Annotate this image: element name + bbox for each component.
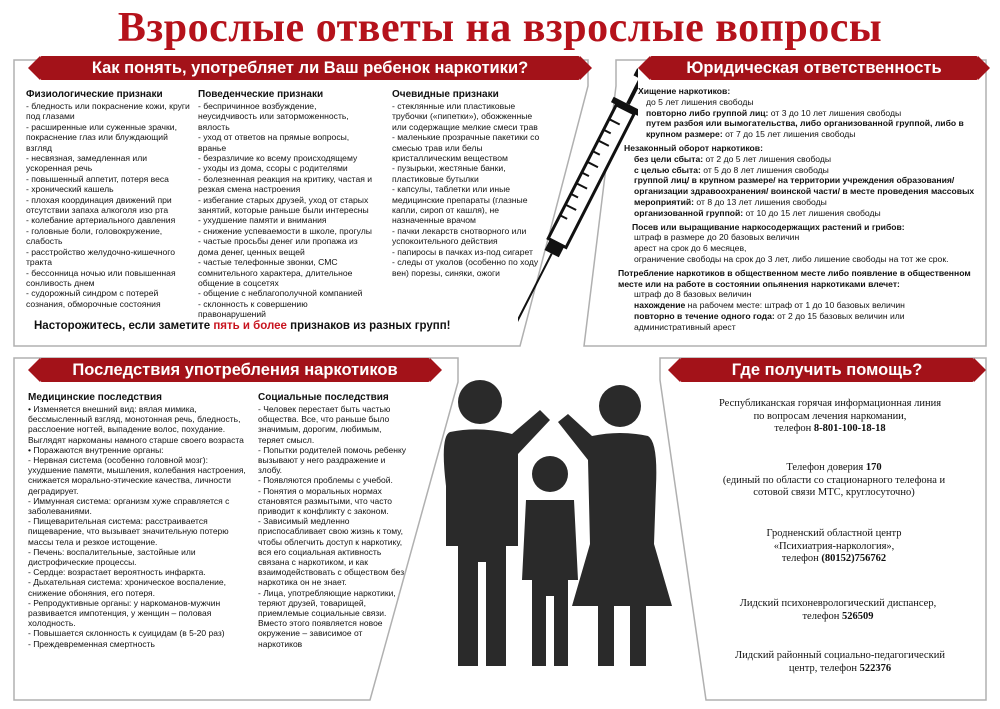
theft-line-bold: повторно либо группой лиц:	[646, 107, 769, 118]
obvious-heading: Очевидные признаки	[392, 89, 499, 100]
help-contact-1	[700, 398, 960, 436]
list-item: - пачки лекарств снотворного или успокоительного действия	[392, 225, 527, 247]
theft-line	[624, 118, 980, 140]
help-text: телефон	[802, 610, 843, 622]
list-item: - частые телефонные звонки, СМС сомнительного характера, длительное общение в соцсетях	[198, 257, 353, 288]
family-icon	[420, 376, 680, 696]
list-item: • Изменяется внешний вид: вялая мимика, бессмысленный взгляд, монотонная речь, бледность, расслоение ногтей, выпадение волос, похудание. Выглядят наркоманы намного старше своего возраста	[28, 404, 244, 445]
soc-heading: Социальные последствия	[258, 392, 389, 403]
list-item: - хронический кашель	[26, 184, 114, 195]
list-item: - снижение успеваемости в школе, прогулы	[198, 225, 372, 236]
traffic-line	[624, 154, 980, 165]
list-item: - частые просьбы денег или пропажа из дома денег, ценных вещей	[198, 236, 358, 257]
physio-list	[26, 101, 192, 309]
traffic-line-text: от 2 до 5 лет лишения свободы	[703, 153, 832, 164]
help-text: Телефон доверия	[786, 462, 866, 473]
help-text: Республиканская горячая информационная линия	[718, 398, 942, 409]
list-item: - стеклянные или пластиковые трубочки («пипетки»), обожженные или содержащие мелкие смеси трав	[392, 101, 538, 132]
traffic-line	[624, 208, 980, 219]
list-item: - повышенный аппетит, потеря веса	[26, 173, 169, 184]
help-text: Гродненский областной центр	[766, 528, 902, 539]
help-text: Лидский психоневрологический диспансер,	[739, 598, 937, 609]
list-item: - Иммунная система: организм хуже справляется с заболеваниями.	[28, 495, 230, 517]
grow-line: ограничение свободы на срок до 3 лет, либо лишение свободы на тот же срок.	[634, 253, 949, 264]
theft-line-text: от 3 до 10 лет лишения свободы	[768, 107, 902, 118]
behav-list	[198, 101, 376, 320]
theft-line-bold: путем разбоя или вымогательства, либо организованной группой, либо в крупном размере:	[646, 118, 964, 140]
help-text: телефон	[774, 423, 814, 434]
list-item: • Поражаются внутренние органы:	[28, 444, 164, 455]
list-item: - Появляются проблемы с учебой.	[258, 475, 393, 486]
help-phone-line	[720, 663, 960, 676]
traffic-line-text: от 10 до 15 лет лишения свободы	[743, 207, 881, 218]
public-line	[624, 300, 980, 311]
list-item: - капсулы, таблетки или иные медицинские препараты (глазные капли, сироп от кашля), не назначенные врачом	[392, 184, 528, 226]
list-item: - Повышается склонность к суицидам (в 5-20 раз)	[28, 628, 225, 639]
help-phone-line	[718, 611, 958, 624]
list-item: - Преждевременная смертность	[28, 638, 155, 649]
traffic-line-text: от 5 до 8 лет лишения свободы	[700, 164, 829, 175]
list-item: - беспричинное возбуждение, неусидчивость или заторможенность, вялость	[198, 101, 349, 132]
legal-banner: Юридическая ответственность	[650, 56, 978, 80]
list-item: - уход от ответов на прямые вопросы, вранье	[198, 132, 350, 153]
theft-heading: Хищение наркотиков:	[638, 86, 731, 96]
list-item: - Печень: воспалительные, застойные или дистрофические процессы.	[28, 546, 196, 568]
traffic-line-bold: организованной группой:	[634, 207, 744, 218]
traffic-line	[624, 165, 980, 176]
public-line-text: от 2 до 15 базовых величин или административный арест	[634, 310, 905, 332]
legal-content	[618, 86, 980, 333]
traffic-heading: Незаконный оборот наркотиков:	[624, 142, 763, 153]
list-item: - Зависимый медленно приспосабливает свою жизнь к тому, чтобы облегчить доступ к наркотику, вся его социальная активность связана с наркотиком, и как взаимодействовать с обществом без наркотика он не знает.	[258, 516, 405, 588]
phone-number: 522376	[859, 662, 892, 674]
list-item: - судорожный синдром с потерей сознания, обморочные состояния	[26, 288, 161, 309]
phone-number: 170	[865, 462, 882, 473]
list-item: - Репродуктивные органы: у наркоманов-мужчин развивается импотенция, у женщин – половая холодность.	[28, 597, 221, 629]
public-line	[624, 311, 980, 333]
list-item: - несвязная, замедленная или ускоренная речь	[26, 153, 148, 174]
list-item: - пузырьки, жестяные банки, пластиковые бутылки	[392, 163, 506, 184]
physio-heading: Физиологические признаки	[26, 89, 163, 100]
soc-list	[258, 404, 408, 649]
phone-number: 8-801-100-18-18	[813, 423, 886, 434]
list-item: - расстройство желудочно-кишечного тракта	[26, 246, 175, 268]
list-item: - Лица, употребляющие наркотики, теряют друзей, товарищей, приемлемые социальные связи. Вместо этого появляется новое окружение – зависимое от наркотиков	[258, 587, 396, 649]
warning-text	[34, 320, 451, 332]
public-line-text: на рабочем месте: штраф от 1 до 10 базовых величин	[685, 300, 905, 311]
grow-heading: Посев или выращивание наркосодержащих растений и грибов:	[632, 221, 905, 232]
list-item: - склонность к совершению правонарушений	[198, 298, 308, 320]
list-item: - расширенные или суженные зрачки, покраснение глаз или блуждающий взгляд	[26, 121, 177, 153]
traffic-line-bold: с целью сбыта:	[634, 164, 701, 175]
list-item: - уходы из дома, ссоры с родителями	[198, 163, 348, 174]
list-item: - бессонница ночью или повышенная сонливость днем	[26, 267, 176, 288]
list-item: - Человек перестает быть частью общества. Все, что раньше было значимым, дорогим, любимым, теряет смысл.	[258, 404, 391, 445]
list-item: - папиросы в пачках из-под сигарет	[392, 246, 533, 257]
help-text: центр, телефон	[788, 662, 860, 674]
theft-line	[624, 108, 980, 119]
help-contact-3	[714, 528, 954, 566]
list-item: - болезненная реакция на критику, частая и резкая смена настроения	[198, 173, 373, 195]
list-item: - Дыхательная система: хроническое воспаление, снижение обоняния, его потеря.	[28, 577, 226, 598]
list-item: - ухудшение памяти и внимания	[198, 215, 327, 226]
traffic-line	[624, 175, 980, 207]
traffic-line-bold: без цели сбыта:	[634, 153, 704, 164]
list-item: - безразличие ко всему происходящему	[198, 153, 358, 164]
help-text: Лидский районный социально-педагогический	[735, 650, 945, 661]
behav-heading: Поведенческие признаки	[198, 89, 324, 100]
help-phone-line	[714, 553, 954, 566]
page-title: Взрослые ответы на взрослые вопросы	[117, 5, 883, 51]
list-item: - плохая координация движений при отсутствии запаха алкоголя изо рта	[26, 194, 172, 216]
syringe-icon	[518, 52, 638, 352]
phone-number: 526509	[842, 610, 874, 622]
public-line: штраф до 8 базовых величин	[634, 289, 752, 300]
signs-banner: Как понять, употребляет ли Ваш ребенок наркотики?	[40, 56, 580, 80]
help-text: «Психиатрия-наркология»,	[773, 540, 895, 552]
med-heading: Медицинские последствия	[28, 392, 162, 403]
help-phone-line	[700, 423, 960, 436]
warning-post: признаков из разных групп!	[286, 320, 451, 332]
help-contact-2	[704, 462, 964, 500]
list-item: - Пищеварительная система: расстраивается пищеварение, что вызывает значительную потерю массы тела и резкое истощение.	[28, 516, 229, 547]
traffic-line-text: от 8 до 13 лет лишения свободы	[694, 196, 827, 207]
theft-line-text: от 7 до 15 лет лишения свободы	[722, 129, 856, 140]
help-text: по вопросам лечения наркомании,	[753, 410, 907, 422]
med-list	[28, 404, 246, 649]
list-item: - бледность или покраснение кожи, круги под глазами	[26, 101, 190, 122]
help-text: (единый по области со стационарного телефона и	[722, 474, 946, 486]
consequences-banner: Последствия употребления наркотиков	[40, 358, 430, 382]
help-text: сотовой связи МТС, круглосуточно)	[753, 487, 915, 498]
grow-line: штраф в размере до 20 базовых величин	[634, 232, 800, 243]
list-item: - общение с неблагополучной компанией	[198, 288, 363, 299]
list-item: - Понятия о моральных нормах становятся размытыми, что часто приводит к конфликту с законом.	[258, 485, 393, 517]
help-contact-5	[720, 650, 960, 675]
warning-pre: Насторожитесь, если заметите	[34, 320, 214, 332]
grow-line: арест на срок до 6 месяцев,	[634, 243, 747, 254]
list-item: - головные боли, головокружение, слабость	[26, 225, 163, 247]
list-item: - следы от уколов (особенно по ходу вен) порезы, синяки, ожоги	[392, 257, 539, 278]
list-item: - избегание старых друзей, уход от старых занятий, которые раньше были интересны	[198, 194, 369, 216]
phone-number: (80152)756762	[821, 553, 887, 564]
help-phone-line	[704, 462, 964, 475]
list-item: - Попытки родителей помочь ребенку вызывают у него раздражение и злобу.	[258, 444, 407, 476]
warning-highlight: пять и более	[213, 320, 287, 332]
help-text: телефон	[781, 553, 822, 564]
list-item: - маленькие прозрачные пакетики со смесью трав или белы кристаллическим веществом	[392, 132, 540, 164]
public-line-bold: нахождение	[634, 300, 686, 311]
help-contact-4	[718, 598, 958, 623]
theft-line: до 5 лет лишения свободы	[646, 96, 754, 107]
traffic-line-bold: группой лиц/ в крупном размере/ на территории учреждения образования/ организации здравоохранения/ воинской части/ в месте проведения массовых мероприятий:	[634, 175, 975, 207]
list-item: - Сердце: возрастает вероятность инфаркта.	[28, 567, 206, 578]
help-banner: Где получить помощь?	[680, 358, 974, 382]
list-item: - колебание артериального давления	[26, 215, 176, 226]
list-item: - Нервная система (особенно головной мозг): ухудшение памяти, мышления, колебания настроения, снижается морально-этические качества, личности деградирует.	[28, 455, 246, 496]
public-line-bold: повторно в течение одного года:	[634, 310, 775, 321]
public-heading: Потребление наркотиков в общественном месте либо появление в общественном месте или на работе в состоянии опьянения наркотиками влечет:	[618, 267, 971, 289]
